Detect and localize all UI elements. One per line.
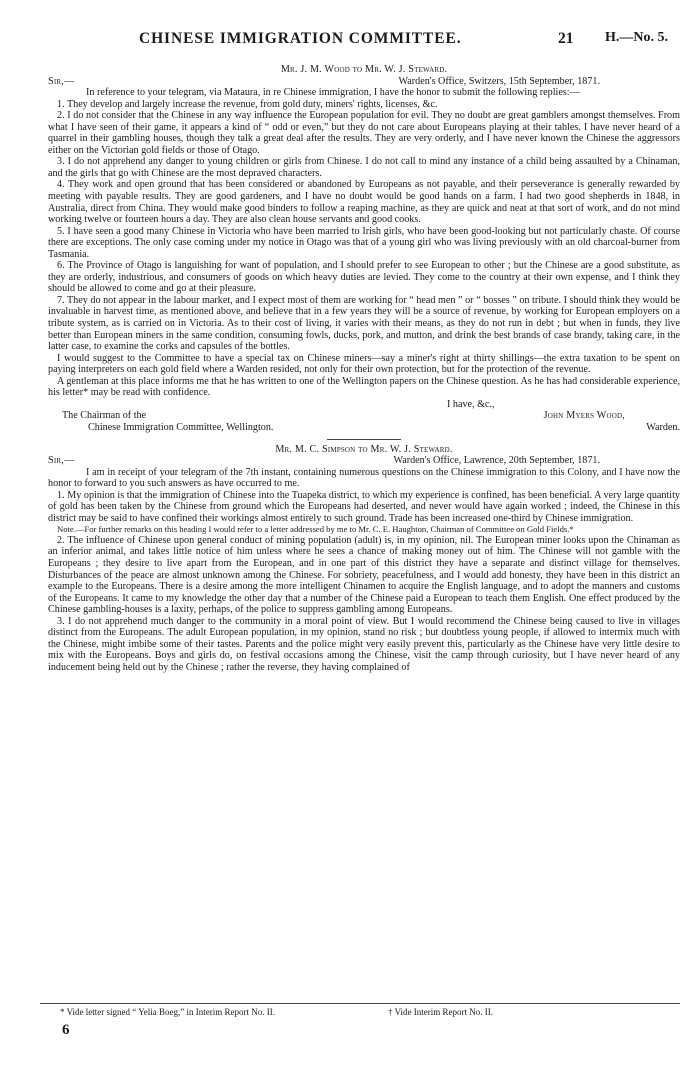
page-number: 21 bbox=[558, 30, 574, 47]
letter1-paragraph: 4. They work and open ground that has been considered or abandoned by Europeans as not payable, and their perseverance is generally rewarded by meeting with payable results. They are good gardeners, and I have no doubt would be good hands on a farm. I had two good shepherds in 1848, in Australia, direct from China. They would make good binders to follow a reaping machine, as they are quick and neat at that sort of work, and do not mind working twelve or fourteen hours a day. They are also clean house servants and good cooks. bbox=[48, 179, 680, 226]
letter1-paragraph: 2. I do not consider that the Chinese in any way influence the European population for evil. They no doubt are great gamblers amongst themselves. From what I have seen of their game, it appears a kind of “ odd or even,” but they do not care about Europeans playing at their tables. I have never heard of a quarrel in their gambling houses, though they talk a great deal after the results. They are very orderly, and I have never known the Chinese the aggressors either on the Victorian gold fields or those of Otago. bbox=[48, 110, 680, 156]
letter1-paragraph: A gentleman at this place informs me that he has written to one of the Wellington papers on the Chinese question. As he has had considerable experience, his letter* may be read with confidence. bbox=[48, 375, 680, 399]
letter1-closing: I have, &c., bbox=[447, 398, 495, 410]
letter2-paragraph: 1. My opinion is that the immigration of Chinese into the Tuapeka district, to which my experience is confined, has been beneficial. A very large quantity of gold has been taken by the Chinese from ground which the Europeans had deserted, and never would have again worked ; indeed, the Chinese in this district may be said to have confined their workings almost entirely to such ground. Trade has been increased one-third by Chinese immigration. bbox=[48, 489, 680, 524]
running-title: CHINESE IMMIGRATION COMMITTEE. bbox=[139, 30, 462, 47]
letter1-paragraph: 5. I have seen a good many Chinese in Victoria who have been married to Irish girls, who have been good-looking but not particularly chaste. Of course there are exceptions. The only case coming under my notice in Otago was that of a young girl who was living previously with an old charcoal-burner from Tasmania. bbox=[48, 225, 680, 260]
letter1-signature-line bbox=[48, 410, 680, 422]
letter1-paragraph: 3. I do not apprehend any danger to young children or girls from Chinese. I do not call to mind any instance of a child being assaulted by a Chinaman, and the girls that go with Chinese are the most depraved characters. bbox=[48, 156, 680, 179]
letter2-note: Note.—For further remarks on this heading I would refer to a letter addressed by me to Mr. C. E. Haughton, Chairman of Committee on Gold Fields.* bbox=[57, 524, 574, 535]
body-text bbox=[48, 64, 680, 673]
footnote-left: * Vide letter signed “ Yelia Boeg,” in Interim Report No. II. bbox=[60, 1007, 275, 1017]
signature-mark: 6 bbox=[62, 1022, 70, 1038]
letter1-paragraph: 6. The Province of Otago is languishing for want of population, and I should prefer to see European to other ; but the Chinese are a good substitute, as they are orderly, industrious, and consumers of goods on which heavy duties are levied. They come to the country at their own expense, and I think they should be allowed to come and go at their pleasure. bbox=[48, 260, 680, 295]
letter1-signature-title: Warden. bbox=[646, 421, 680, 433]
letter1-salutation: Sir,— bbox=[48, 75, 75, 87]
letter1-paragraph: I would suggest to the Committee to have a special tax on Chinese miners—say a miner's right at thirty shillings—the extra taxation to be spent on paying interpreters on each gold field where a Warden resided, not only for their own protection, but for the protection of the revenue. bbox=[48, 352, 680, 376]
letter1-place-date: Warden's Office, Switzers, 15th September, 1871. bbox=[398, 75, 600, 87]
letter2-place-date: Warden's Office, Lawrence, 20th September, 1871. bbox=[393, 455, 600, 467]
letter1-opening: In reference to your telegram, via Mataura, in re Chinese immigration, I have the honor to submit the following replies:— bbox=[86, 87, 580, 99]
letter2-opening: I am in receipt of your telegram of the 7th instant, containing numerous questions on the Chinese immigration to this Colony, and I have now the honor to forward to you such answers as have occurred to me. bbox=[48, 466, 680, 490]
letter1-signature: John Myers Wood, bbox=[543, 410, 625, 422]
page-header bbox=[0, 30, 700, 50]
letter2-salutation: Sir,— bbox=[48, 455, 75, 467]
document-reference: H.—No. 5. bbox=[605, 30, 668, 45]
letter1-addressee-line1: The Chairman of the bbox=[62, 410, 147, 422]
letter2-paragraph: 2. The influence of Chinese upon general conduct of mining population (adult) is, in my opinion, nil. The European miner looks upon the Chinaman as an inferior animal, and takes little notice of him unless where he sees a chance of making money out of him. The Chinese will not gamble with the Europeans ; they desire to live apart from the European, and in one part of this district they have a separate and distinct village for themselves. Disturbances of the peace are almost unknown among the Chinese. For sobriety, peacefulness, and I would add honesty, they have been in this district an example to the Europeans. There is a desire among the more intelligent Chinamen to acquire the English language, and to adopt the manners and customs of the Europeans. It came to my knowledge the other day that a number of the Chinese paid a European to teach them English. One effect produced by the Chinese gambling-houses is a laxity, perhaps, of the police to suppress gambling among Europeans. bbox=[48, 534, 680, 616]
letter1-heading: Mr. J. M. Wood to Mr. W. J. Steward. bbox=[280, 64, 448, 75]
section-divider bbox=[327, 439, 401, 440]
footnote-rule bbox=[40, 1003, 680, 1004]
letter1-signature-title-line bbox=[48, 422, 680, 434]
footnote-right: † Vide Interim Report No. II. bbox=[388, 1007, 494, 1017]
letter1-salutation-line bbox=[48, 76, 680, 88]
letter2-paragraph: 3. I do not apprehend much danger to the community in a moral point of view. But I would recommend the Chinese being caused to live in villages distinct from the Europeans. The adult European population, in my opinion, stand no risk ; but doubtless young people, if allowed to intermix much with the Chinese, might imbibe some of their tastes. Parents and the police might very easily prevent this, particularly as the Chinese have very little desire to mix with the Europeans. Boys and girls do, on festival occasions among the Chinese, visit the camp through curiosity, but I have never heard of any inducement being held out by the Chinese ; rather the reverse, they having complained of bbox=[48, 615, 680, 673]
letter1-paragraph: 7. They do not appear in the labour market, and I expect most of them are working for “ head men ” or “ bosses ” on tribute. I should think they would be invaluable in harvest time, as mentioned above, and believe that in a few years they will be a source of revenue, by working for European employers on a tribute system, as is carried on in Victoria. As to their cost of living, it varies with their means, as they do not run in debt ; but when in funds, they live better than European miners in the same condition, consuming fowls, ducks, pork, and mutton, and drink the best brands of case brandy, taking care, in the latter case, to examine the corks and capsules of the bottles. bbox=[48, 294, 680, 353]
letter1-paragraph: 1. They develop and largely increase the revenue, from gold duty, miners' rights, licenses, &c. bbox=[57, 98, 438, 110]
letter1-addressee-line2: Chinese Immigration Committee, Wellington. bbox=[88, 421, 274, 433]
letter2-salutation-line bbox=[48, 455, 680, 467]
letter2-heading: Mr. M. C. Simpson to Mr. W. J. Steward. bbox=[275, 443, 453, 455]
